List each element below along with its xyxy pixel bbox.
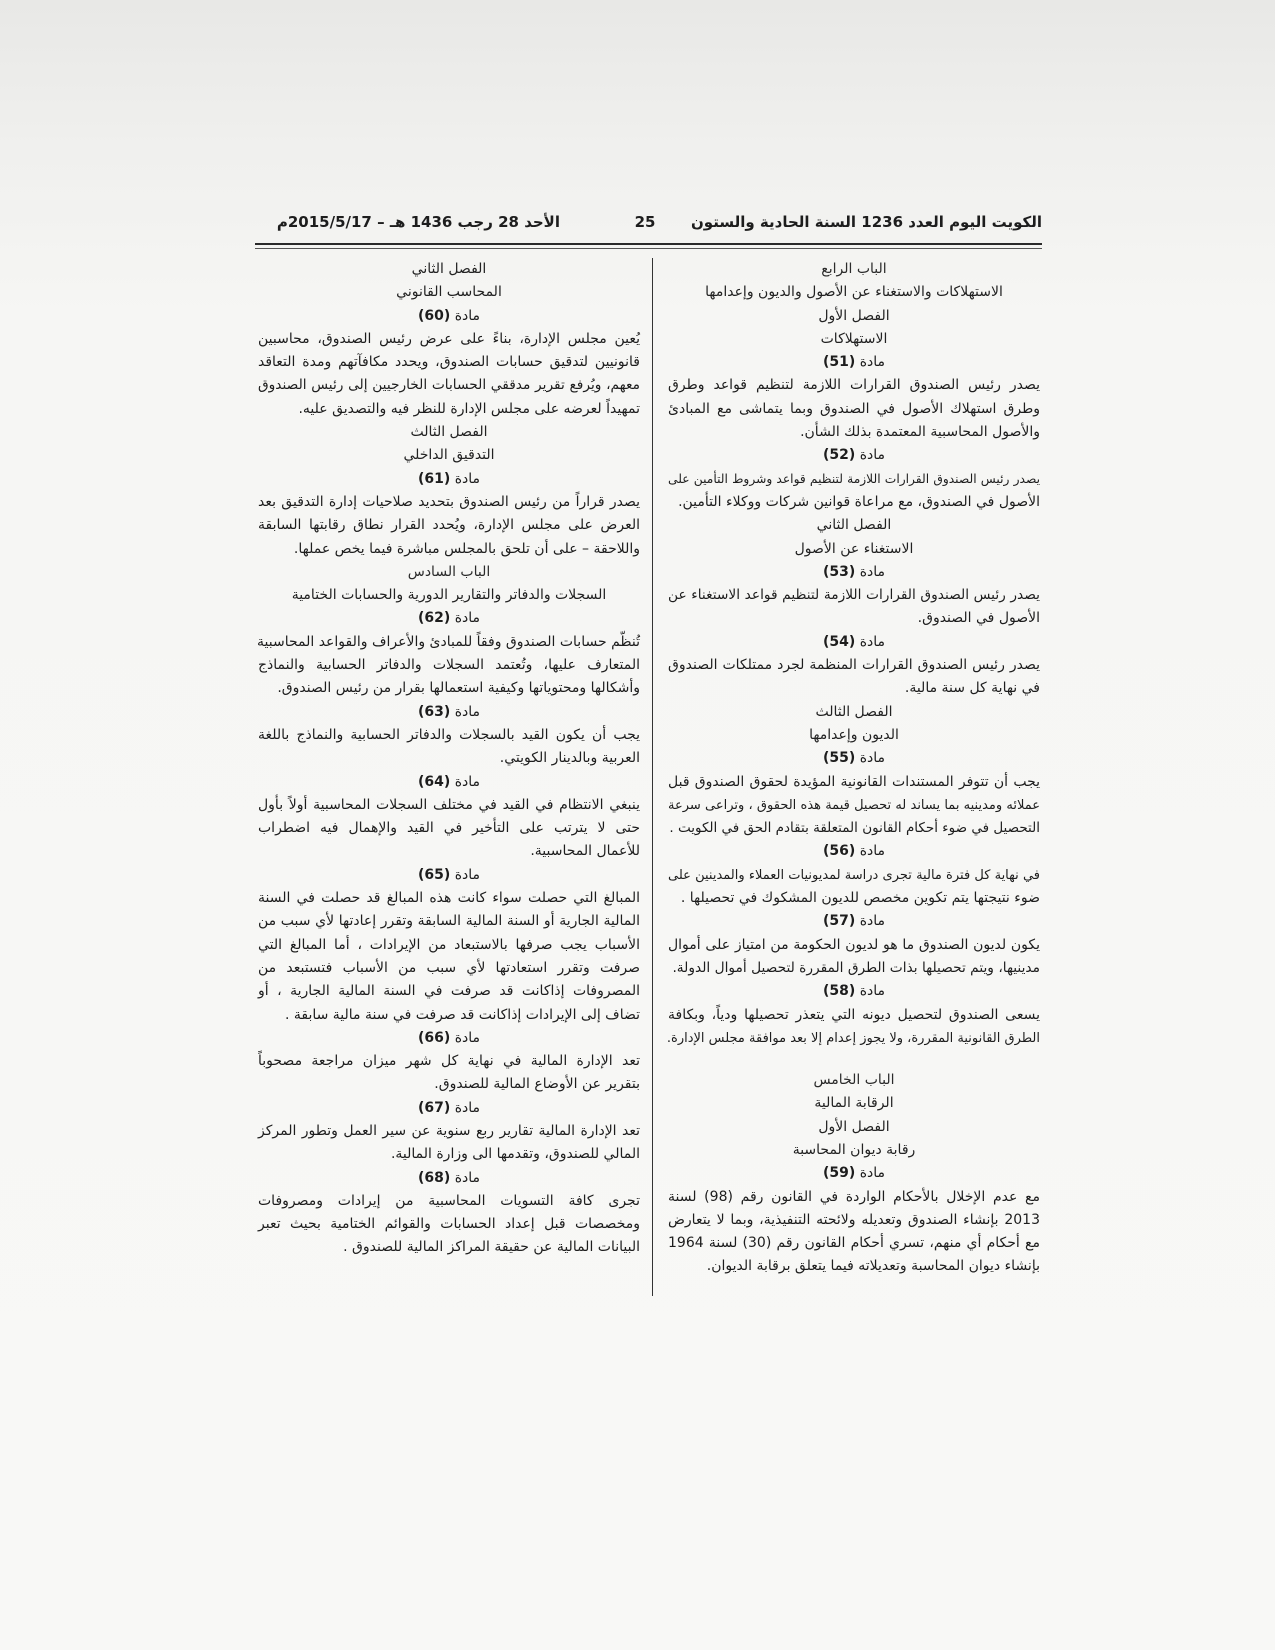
column-divider — [652, 258, 653, 1296]
paragraph-line: المصروفات إذاكانت قد صرفت في السنة المالية الجارية ، أو — [258, 983, 640, 1000]
article-paragraph — [258, 1190, 640, 1260]
paragraph-line: الأصول في الصندوق، مع مراعاة قوانين شركات ووكلاء التأمين. — [678, 493, 1040, 510]
article-paragraph — [668, 771, 1040, 841]
paragraph-line: صرفت وتقرر استعادتها لأي سبب من الأسباب فتستبعد من — [258, 959, 640, 976]
article-label: مادة — [859, 633, 886, 650]
left-column — [258, 258, 640, 1260]
paragraph-line: بتقرير عن الأوضاع المالية للصندوق. — [434, 1076, 640, 1093]
paragraph-line: تجرى كافة التسويات المحاسبية من إيرادات ومصروفات — [258, 1192, 640, 1209]
paragraph-line: والأصول المحاسبية المعتمدة بذلك الشأن. — [800, 424, 1040, 441]
paragraph-line: يصدر قراراً من رئيس الصندوق بتحديد صلاحيات إدارة التدقيق بعد — [258, 493, 640, 510]
paragraph-line: العرض على مجلس الإدارة، ويُحدد القرار نطاق رقابتها السابقة — [258, 517, 640, 534]
paragraph-line: البيانات المالية عن حقيقة المراكز المالية للصندوق . — [343, 1239, 640, 1256]
paragraph-line: التحصيل في ضوء أحكام القانون المتعلقة بتقادم الحق في الكويت . — [669, 820, 1040, 837]
article-heading — [258, 771, 640, 794]
article-paragraph — [258, 491, 640, 561]
article-heading — [668, 631, 1040, 654]
chapter-heading: الفصل الثالث — [815, 703, 893, 720]
article-heading — [668, 910, 1040, 933]
paragraph-line: ومخصصات قبل إعداد الحسابات والقوائم الختامية بحيث تعبر — [258, 1216, 640, 1233]
article-paragraph — [258, 794, 640, 864]
article-number: (52) — [822, 447, 856, 464]
article-heading — [258, 701, 640, 724]
section-title: الاستهلاكات — [820, 330, 888, 347]
chapter-heading: الفصل الثاني — [411, 261, 487, 277]
section-title: الديون وإعدامها — [809, 726, 899, 743]
part-heading: الباب الخامس — [813, 1072, 895, 1089]
paragraph-line: واللاحقة – على أن تلحق بالمجلس مباشرة فيما يخص عملها. — [293, 540, 640, 557]
paragraph-line: يسعى الصندوق لتحصيل ديونه التي يتعذر تحصيلها ودياً، وبكافة — [668, 1006, 1040, 1023]
paragraph-line: بإنشاء ديوان المحاسبة وتعديلاته فيما يتعلق برقابة الديوان. — [706, 1258, 1040, 1275]
article-label: مادة — [859, 447, 886, 464]
paragraph-line: تُنظّم حسابات الصندوق وفقاً للمبادئ والأعراف والقواعد المحاسبية — [257, 633, 640, 650]
section-title: رقابة ديوان المحاسبة — [792, 1141, 916, 1158]
paragraph-line: للأعمال المحاسبية. — [530, 843, 640, 860]
chapter-heading: الفصل الثاني — [816, 517, 892, 534]
article-paragraph — [668, 654, 1040, 701]
article-label: مادة — [454, 866, 481, 883]
article-heading — [258, 468, 640, 491]
paragraph-line: الأسباب يجب صرفها بالاستبعاد من الإيرادات ، أما المبالغ التي — [258, 936, 640, 953]
paragraph-line: حتى لا يترتب على التأخير في القيد والإهمال فيه اضطراب — [258, 820, 640, 837]
paragraph-line: 2013 بإنشاء الصندوق وتعديله ولائحته التنفيذية، وبما لا يتعارض — [668, 1211, 1040, 1228]
paragraph-line: العربية وبالدينار الكويتي. — [499, 750, 640, 767]
section-title: السجلات والدفاتر والتقارير الدورية والحسابات الختامية — [291, 587, 607, 604]
paragraph-line: ينبغي الانتظام في القيد في مختلف السجلات المحاسبية أولاً بأول — [258, 796, 640, 813]
article-paragraph — [258, 1120, 640, 1167]
article-heading — [258, 1097, 640, 1120]
chapter-heading: الفصل الأول — [818, 307, 890, 324]
paragraph-line: المبالغ التي حصلت سواء كانت هذه المبالغ قد حصلت في السنة — [258, 890, 640, 907]
article-paragraph — [258, 1050, 640, 1097]
article-label: مادة — [859, 983, 886, 1000]
part-heading: الباب الرابع — [821, 261, 887, 277]
article-number: (56) — [822, 843, 856, 860]
article-number: (67) — [417, 1099, 451, 1116]
article-paragraph — [668, 864, 1040, 911]
article-number: (64) — [417, 773, 451, 790]
section-title: الاستغناء عن الأصول — [794, 540, 914, 557]
article-label: مادة — [454, 703, 481, 720]
paragraph-line: تعد الإدارة المالية في نهاية كل شهر ميزان مراجعة مصحوباً — [258, 1053, 640, 1070]
article-number: (62) — [417, 610, 451, 627]
article-label: مادة — [454, 307, 481, 324]
article-paragraph — [668, 374, 1040, 444]
article-heading — [668, 351, 1040, 374]
article-heading — [668, 980, 1040, 1003]
article-paragraph — [258, 328, 640, 421]
paragraph-line: يكون لديون الصندوق ما هو لديون الحكومة من امتياز على أموال — [668, 936, 1040, 953]
article-number: (54) — [822, 633, 856, 650]
article-number: (59) — [822, 1165, 856, 1182]
article-number: (68) — [417, 1169, 451, 1186]
article-heading — [668, 1162, 1040, 1185]
paragraph-line: الأصول في الصندوق. — [917, 610, 1040, 627]
article-heading — [258, 1167, 640, 1190]
paragraph-line: وطرق استهلاك الأصول في الصندوق وبما يتماشى مع المبادئ — [668, 400, 1040, 417]
paragraph-line: الطرق القانونية المقررة، ولا يجوز إعدام إلا بعد موافقة مجلس الإدارة. — [666, 1030, 1040, 1046]
paragraph-line: وأشكالها ومحتوياتها وكيفية استعمالها بقرار من رئيس الصندوق. — [277, 680, 640, 697]
article-heading — [258, 305, 640, 328]
paragraph-line: معهم، ويُرفع تقرير مدققي الحسابات الخارجيين إلى رئيس الصندوق — [258, 377, 640, 394]
section-title: المحاسب القانوني — [396, 284, 502, 301]
article-number: (51) — [822, 354, 856, 371]
article-label: مادة — [859, 354, 886, 371]
article-paragraph — [258, 631, 640, 701]
article-label: مادة — [454, 1169, 481, 1186]
paragraph-line: يصدر رئيس الصندوق القرارات اللازمة لتنظيم قواعد وشروط التأمين على — [668, 471, 1040, 486]
article-paragraph — [668, 1186, 1040, 1279]
paragraph-line: المالية الجارية أو السنة المالية السابقة وتقرر إعادتها لأي سبب من — [258, 913, 640, 930]
article-number: (65) — [417, 866, 451, 883]
paragraph-line: ضوء نتيجتها يتم تكوين مخصص للديون المشكوك في تحصيلها . — [680, 890, 1040, 907]
paragraph-line: مع عدم الإخلال بالأحكام الواردة في القانون رقم (98) لسنة — [668, 1188, 1040, 1205]
article-number: (60) — [417, 307, 451, 324]
article-label: مادة — [859, 563, 886, 580]
article-paragraph — [668, 1004, 1040, 1051]
article-paragraph — [668, 584, 1040, 631]
article-number: (61) — [417, 470, 451, 487]
article-label: مادة — [859, 843, 886, 860]
paragraph-line: تضاف إلى الإيرادات إذاكانت قد صرفت في سنة مالية سابقة . — [284, 1006, 640, 1023]
issue-date: الأحد 28 رجب 1436 هـ – 2015/5/17م — [276, 213, 560, 231]
chapter-heading: الفصل الأول — [818, 1118, 890, 1135]
section-title: الاستهلاكات والاستغناء عن الأصول والديون وإعدامها — [705, 284, 1003, 301]
paragraph-line: تمهيداً لعرضه على مجلس الإدارة للنظر فيه والتصديق عليه. — [298, 400, 640, 417]
header-rule — [255, 243, 1042, 249]
article-paragraph — [668, 468, 1040, 515]
page-number: 25 — [634, 213, 656, 231]
chapter-heading: الفصل الثالث — [410, 424, 488, 441]
article-label: مادة — [859, 1165, 886, 1182]
article-label: مادة — [454, 470, 481, 487]
article-heading — [258, 864, 640, 887]
article-heading — [668, 444, 1040, 467]
paragraph-line: يجب أن يكون القيد بالسجلات والدفاتر الحسابية والنماذج باللغة — [258, 726, 640, 743]
article-paragraph — [668, 934, 1040, 981]
article-number: (58) — [822, 983, 856, 1000]
article-label: مادة — [454, 1029, 481, 1046]
section-title: التدقيق الداخلي — [403, 447, 495, 464]
paragraph-line: يصدر رئيس الصندوق القرارات المنظمة لجرد ممتلكات الصندوق — [668, 657, 1040, 674]
article-paragraph — [258, 887, 640, 1027]
section-title: الرقابة المالية — [814, 1095, 894, 1112]
article-label: مادة — [454, 773, 481, 790]
paragraph-line: يصدر رئيس الصندوق القرارات اللازمة لتنظيم قواعد وطرق — [668, 377, 1040, 394]
article-number: (53) — [822, 563, 856, 580]
paragraph-line: يُعين مجلس الإدارة، بناءً على عرض رئيس الصندوق، محاسبين — [258, 330, 640, 347]
article-number: (66) — [417, 1029, 451, 1046]
article-number: (55) — [822, 750, 856, 767]
article-heading — [668, 747, 1040, 770]
gazette-title: الكويت اليوم العدد 1236 السنة الحادية والستون — [691, 213, 1042, 231]
paragraph-line: مدينيها، ويتم تحصيلها بذات الطرق المقررة لتحصيل أموال الدولة. — [672, 959, 1040, 976]
paragraph-line: في نهاية كل سنة مالية. — [904, 680, 1040, 697]
part-heading: الباب السادس — [407, 563, 491, 580]
paragraph-line: تعد الإدارة المالية تقارير ربع سنوية عن سير العمل وتطور المركز — [258, 1122, 640, 1139]
article-number: (57) — [822, 913, 856, 930]
article-heading — [258, 1027, 640, 1050]
article-heading — [258, 607, 640, 630]
article-label: مادة — [454, 610, 481, 627]
paragraph-line: المالي للصندوق، وتقدمها الى وزارة المالية. — [390, 1146, 640, 1163]
article-heading — [668, 840, 1040, 863]
paragraph-line: عملائه ومدينيه بما يساند له تحصيل قيمة هذه الحقوق ، وتراعى سرعة — [668, 797, 1040, 813]
article-paragraph — [258, 724, 640, 771]
paragraph-line: في نهاية كل فترة مالية تجرى دراسة لمديونيات العملاء والمدينين على — [668, 867, 1040, 883]
paragraph-line: قانونيين لتدقيق حسابات الصندوق، ويحدد مكافآتهم ومدة التعاقد — [258, 354, 640, 371]
paragraph-line: المتعارف عليها، وتُعتمد السجلات والدفاتر الحسابية والنماذج — [258, 657, 640, 674]
article-number: (63) — [417, 703, 451, 720]
paragraph-line: مع أحكام أي منهم، تسري أحكام القانون رقم (30) لسنة 1964 — [668, 1235, 1040, 1252]
article-label: مادة — [454, 1099, 481, 1116]
paragraph-line: يصدر رئيس الصندوق القرارات اللازمة لتنظيم قواعد الاستغناء عن — [668, 587, 1040, 604]
article-label: مادة — [859, 913, 886, 930]
article-label: مادة — [859, 750, 886, 767]
right-column — [668, 258, 1040, 1279]
paragraph-line: يجب أن تتوفر المستندات القانونية المؤيدة لحقوق الصندوق قبل — [668, 773, 1040, 790]
article-heading — [668, 561, 1040, 584]
